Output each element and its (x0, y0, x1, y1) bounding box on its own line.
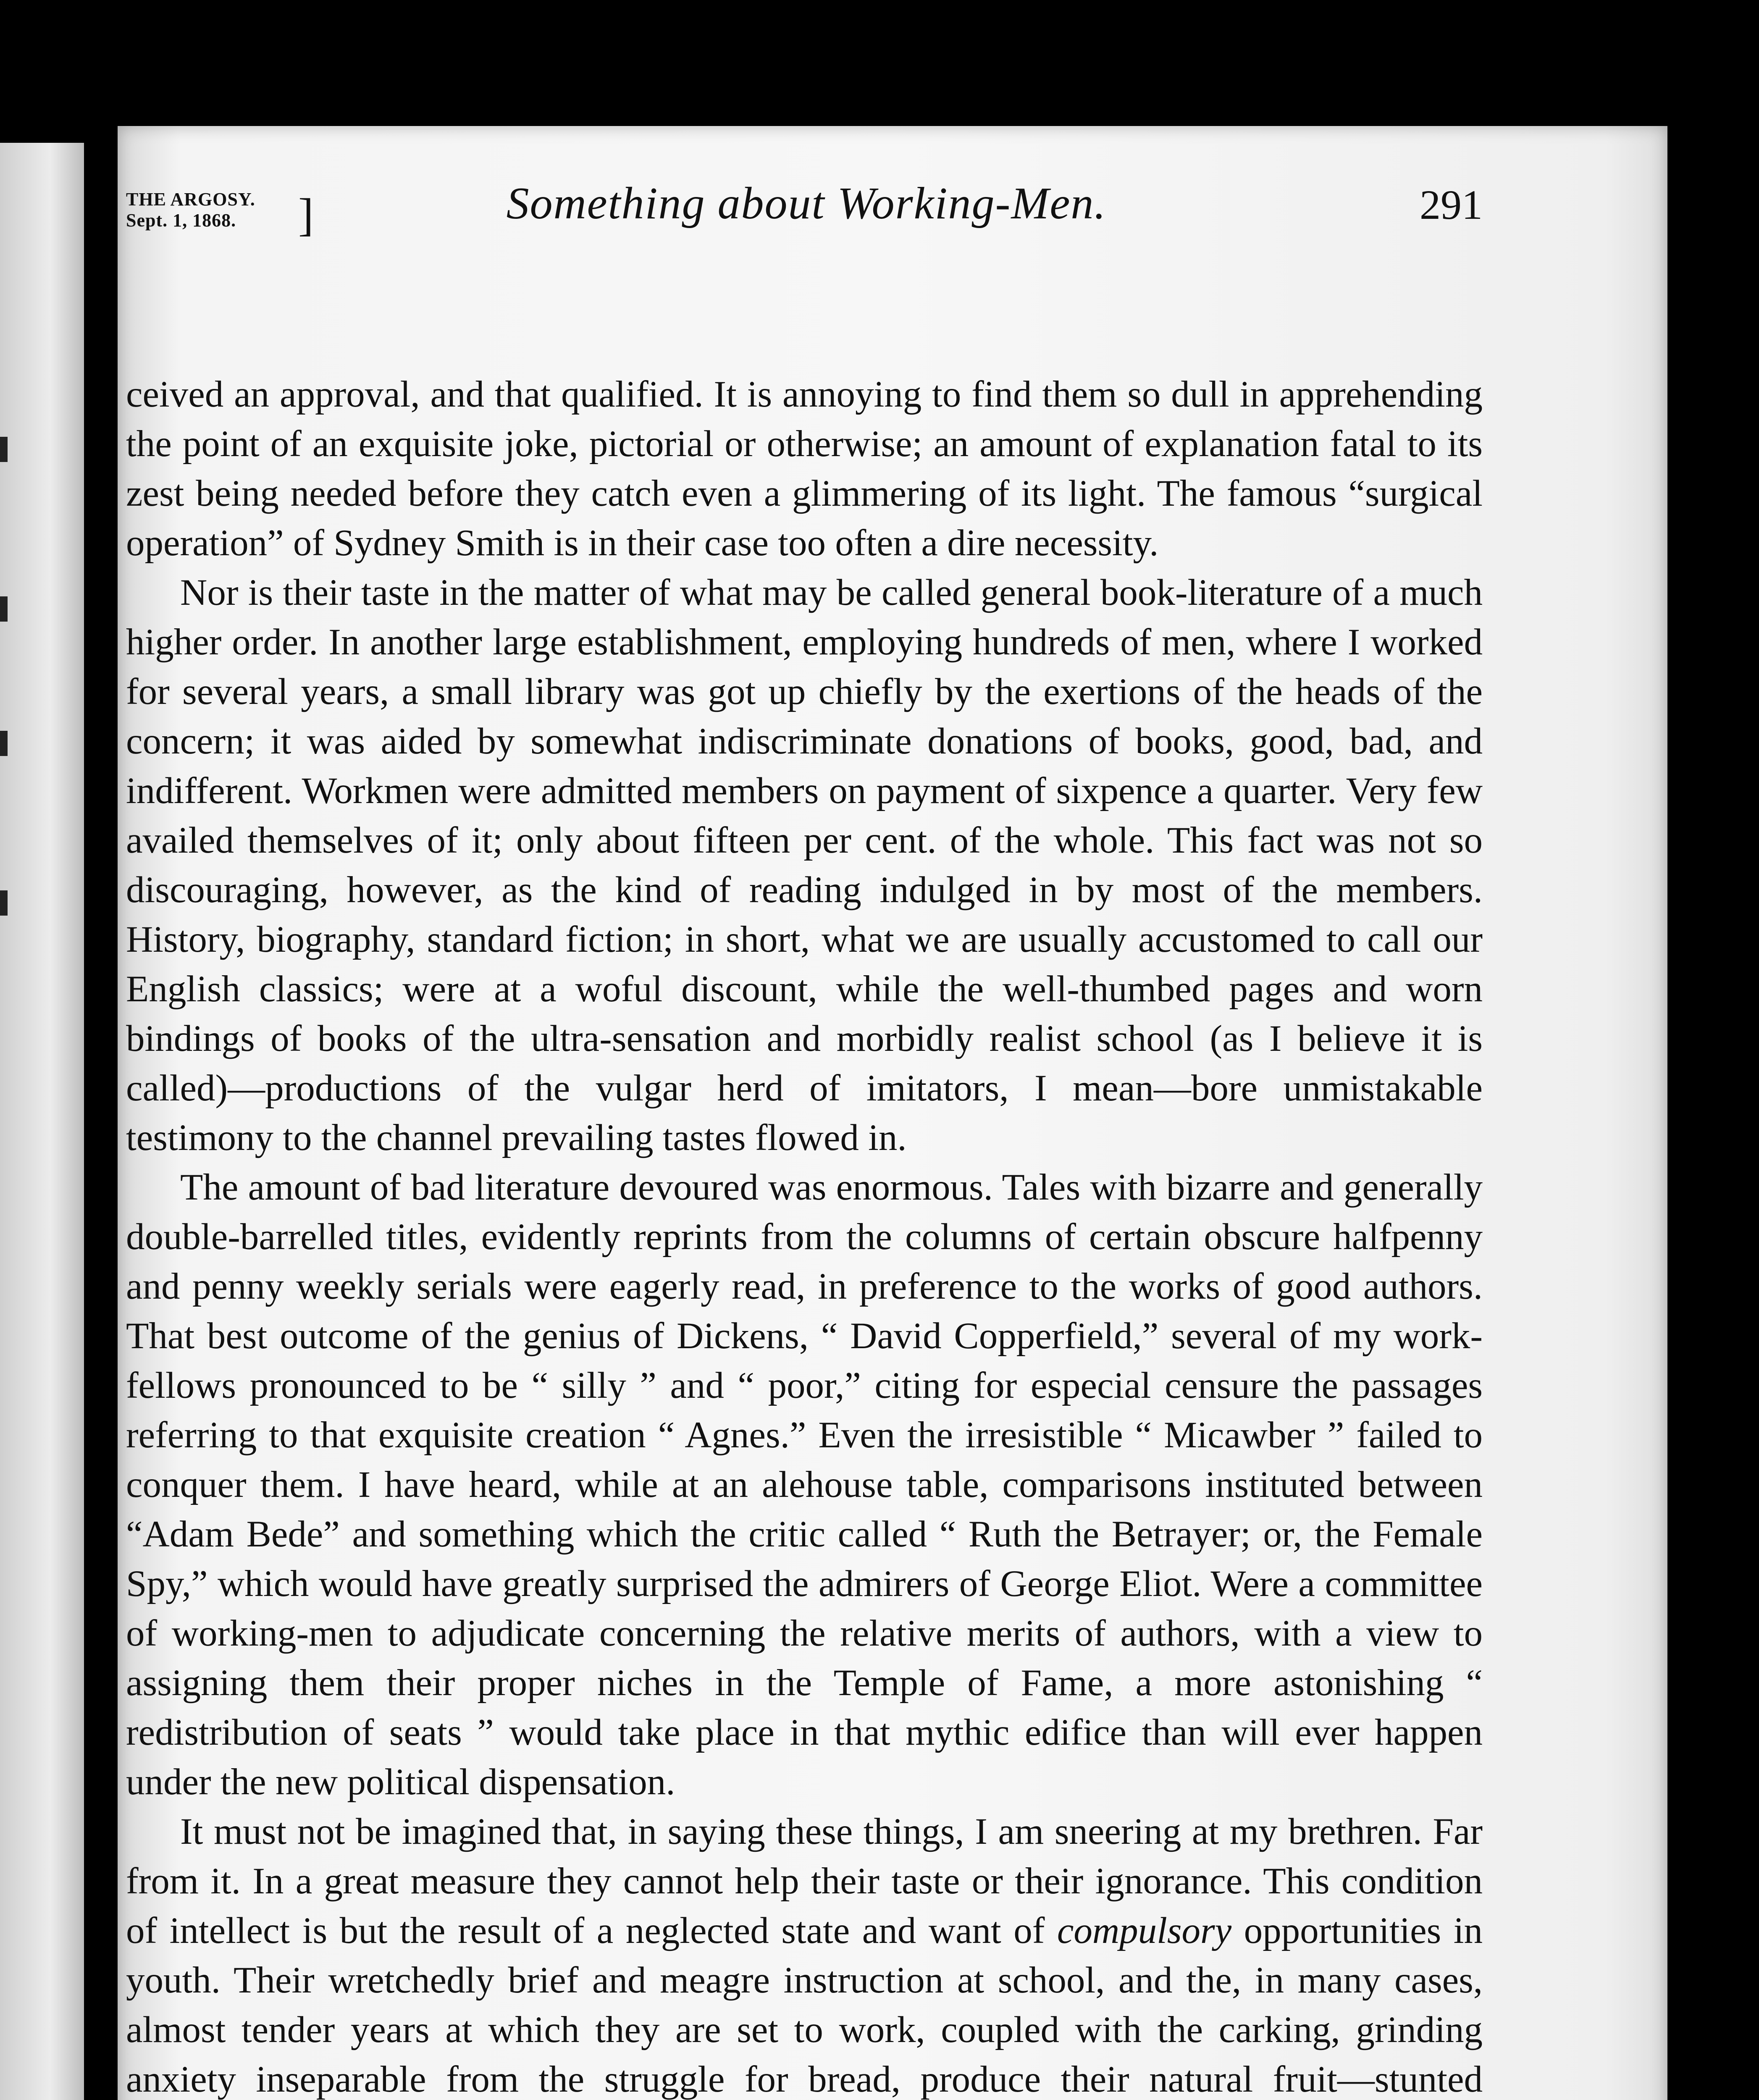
facing-page-edge (0, 143, 84, 2100)
facing-page-mark (0, 890, 8, 916)
paragraph-text: It must not be imagined that, in saying these things, I am sneering at my brethren. Far from it. In a great measure they cannot help their taste or their ignorance. This condition of intellect is but the result of a neglected state and want of (126, 1811, 1483, 1951)
source-journal: THE ARGOSY. (126, 189, 255, 210)
paragraph: The amount of bad literature devoured was enormous. Tales with bizarre and generally double-barrelled titles, evidently reprints from the columns of certain obscure halfpenny and penny weekly serials were eagerly read, in preference to the works of good authors. That best outcome of the genius of Dickens, “ David Copperfield,” several of my work-fellows pronounced to be “ silly ” and “ poor,” citing for especial censure the passages referring to that exquisite creation “ Agnes.” Even the irresistible “ Micawber ” failed to conquer them. I have heard, while at an alehouse table, comparisons instituted between “Adam Bede” and something which the critic called “ Ruth the Betrayer; or, the Female Spy,” which would have greatly surprised the admirers of George Eliot. Were a committee of working-men to adjudicate concerning the relative merits of authors, with a view to assigning them their proper niches in the Temple of Fame, a more astonishing “ redistribution of seats ” would take place in that mythic edifice than will ever happen under the new political dispensation. (126, 1167, 1483, 1803)
facing-page-mark (0, 596, 8, 622)
italic-word: compulsory (1057, 1910, 1232, 1951)
article-title: Something about Working-Men. (506, 178, 1107, 228)
facing-page-mark (0, 731, 8, 756)
source-date: Sept. 1, 1868. (126, 210, 236, 231)
source-citation (126, 189, 314, 240)
source-bracket: ] (298, 189, 314, 240)
paragraph-text: opportunities in youth. Their wretchedly brief and meagre instruction at school, and the, in many cases, almost tender years at which they are set to work, coupled with the carking, grinding anxiety inseparable from the struggle for bread, produce their natural fruit—stunted (126, 1910, 1483, 2100)
paragraph: Nor is their taste in the matter of what may be called general book-literature of a much higher order. In another large establishment, employing hundreds of men, where I worked for several years, a small library was got up chiefly by the exertions of the heads of the concern; it was aided by somewhat indiscriminate donations of books, good, bad, and indifferent. Workmen were admitted members on payment of sixpence a quarter. Very few availed themselves of it; only about fifteen per cent. of the whole. This fact was not so discouraging, however, as the kind of reading indulged in by most of the members. History, biography, standard fiction; in short, what we are usually accustomed to call our English classics; were at a woful discount, while the well-thumbed pages and worn bindings of books of the ultra-sensation and morbidly realist school (as I believe it is called)—productions of the vulgar herd of imitators, I mean—bore unmistakable testimony to the channel prevailing tastes flowed in. (126, 572, 1483, 1158)
facing-page-mark (0, 437, 8, 462)
paragraph (126, 1807, 1483, 2100)
running-head (126, 176, 1483, 244)
article-body (126, 370, 1483, 2100)
paragraph: ceived an approval, and that qualified. It is annoying to find them so dull in apprehending the point of an exquisite joke, pictorial or otherwise; an amount of explanation fatal to its zest being needed before they catch even a glimmering of its light. The famous “surgical operation” of Sydney Smith is in their case too often a dire necessity. (126, 374, 1483, 564)
page-number: 291 (1420, 181, 1483, 228)
